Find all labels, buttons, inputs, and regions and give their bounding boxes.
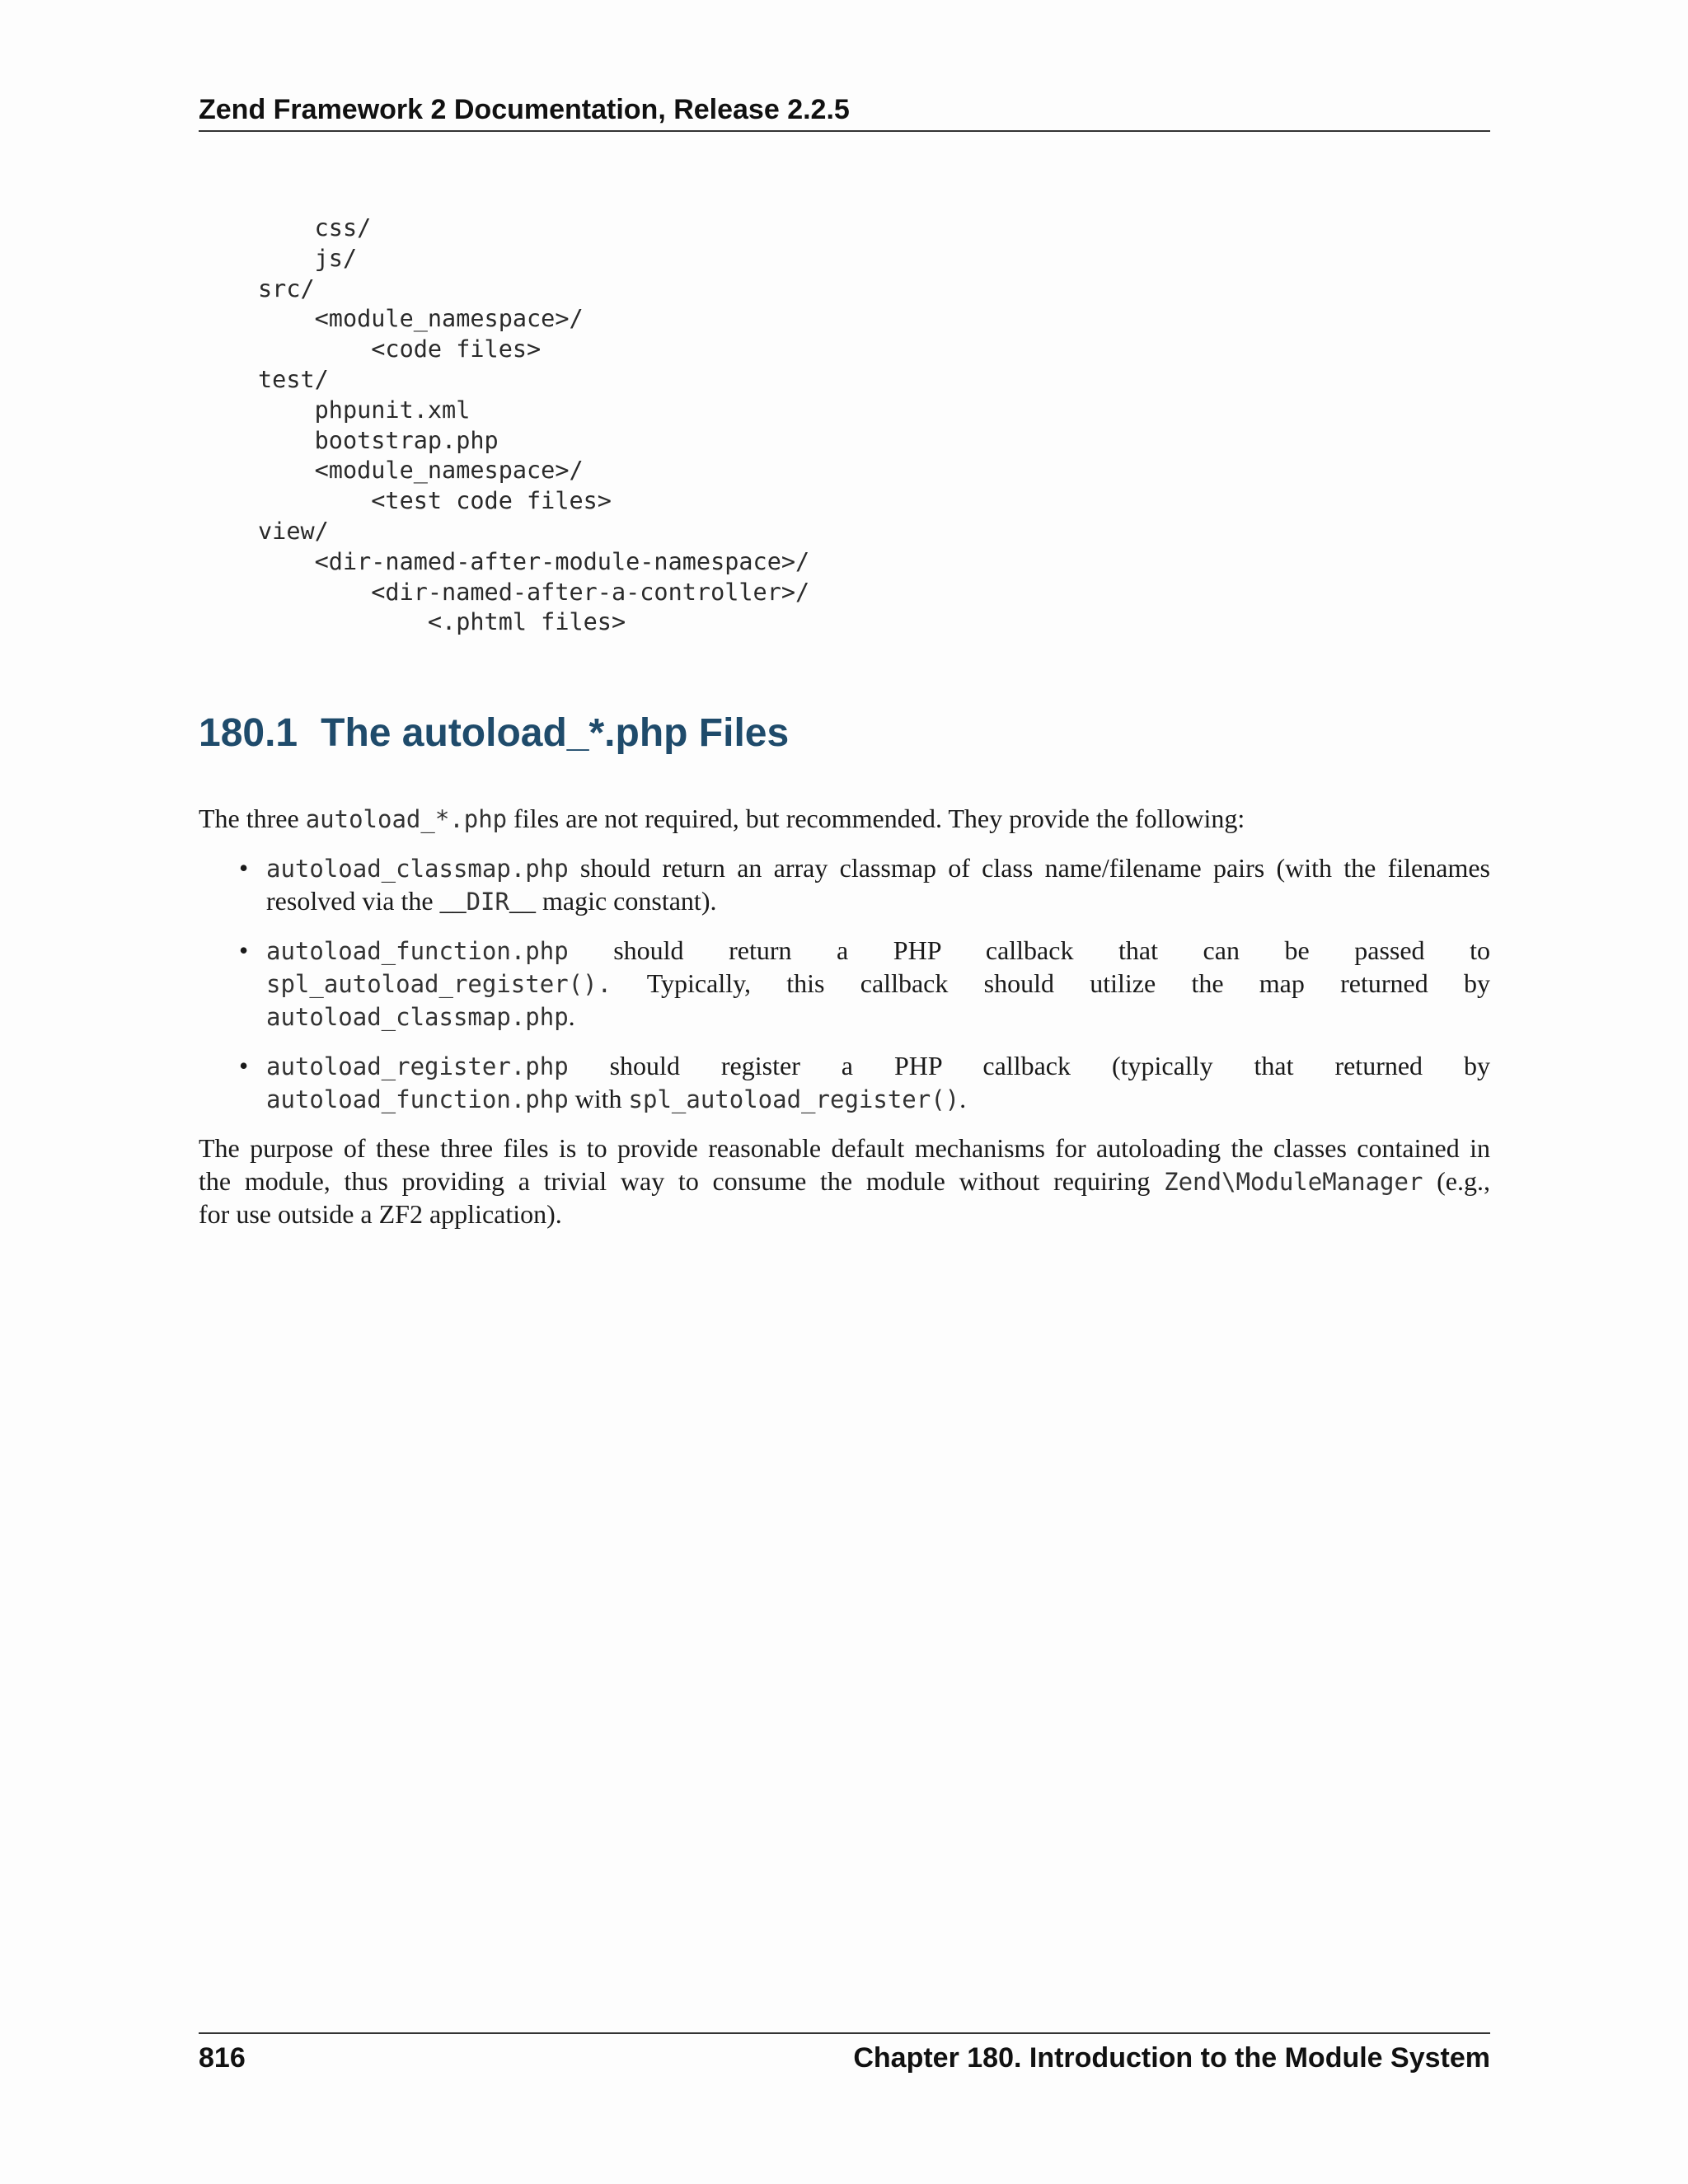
intro-text: The three: [199, 804, 306, 833]
list-item-line: [266, 1082, 1490, 1116]
code-line: js/: [258, 244, 358, 272]
list-item-line: [266, 884, 1490, 918]
list-item-line: [266, 1000, 1490, 1033]
bullet-marker: •: [239, 935, 249, 965]
code-line: <test code files>: [258, 487, 612, 515]
bullet-marker: •: [239, 853, 249, 883]
code-line: <module_namespace>/: [258, 305, 584, 333]
inline-code: autoload_function.php: [266, 937, 569, 965]
code-line: <dir-named-after-module-namespace>/: [258, 547, 810, 575]
code-line: view/: [258, 517, 329, 545]
closing-line: [199, 1165, 1490, 1198]
inline-code: autoload_classmap.php: [266, 855, 569, 883]
footer-divider: [199, 2032, 1490, 2034]
bullet-marker: •: [239, 1051, 249, 1080]
section-title-text: The autoload_*.php Files: [321, 711, 790, 755]
closing-line: The purpose of these three files is to provide reasonable default mechanisms for autoloading the classes contained in: [199, 1133, 1490, 1163]
list-item-text: should return a PHP callback that can be passed to: [568, 935, 1490, 965]
running-header: Zend Framework 2 Documentation, Release 2.2.5: [199, 92, 1490, 132]
intro-text: files are not required, but recommended. They provide the following:: [507, 804, 1245, 833]
inline-code: autoload_function.php: [266, 1085, 569, 1113]
list-item-line: [266, 1049, 1490, 1083]
closing-text: (e.g.,: [1423, 1166, 1491, 1196]
code-line: <code files>: [258, 335, 542, 363]
inline-code: autoload_classmap.php: [266, 1003, 569, 1031]
inline-code: DIR: [466, 888, 509, 916]
intro-paragraph: [199, 802, 1490, 836]
list-item-line: [266, 967, 1490, 1001]
code-line: src/: [258, 274, 315, 302]
list-item-text: Typically, this callback should utilize the map returned by: [612, 968, 1490, 998]
section-heading: [199, 707, 789, 760]
chapter-title: Chapter 180. Introduction to the Module System: [853, 2042, 1490, 2074]
list-item-text: .: [568, 1001, 575, 1031]
closing-line: for use outside a ZF2 application).: [199, 1199, 562, 1229]
code-line: <dir-named-after-a-controller>/: [258, 578, 810, 606]
code-line: test/: [258, 365, 329, 393]
code-line: <module_namespace>/: [258, 457, 584, 485]
list-item-text: with: [568, 1084, 629, 1113]
list-item-text: resolved via the __: [266, 886, 467, 916]
inline-code: spl_autoload_register().: [266, 970, 612, 998]
section-number: 180.1: [199, 711, 298, 755]
code-line: phpunit.xml: [258, 396, 471, 424]
code-line: <.phtml files>: [258, 608, 626, 636]
inline-code: autoload_register.php: [266, 1052, 569, 1080]
code-line: bootstrap.php: [258, 426, 499, 454]
inline-code: spl_autoload_register(): [628, 1085, 960, 1113]
list-item-text: should return an array classmap of class name/filename pairs (with the filenames: [568, 853, 1490, 883]
code-line: css/: [258, 214, 372, 241]
page-number: 816: [199, 2042, 246, 2074]
list-item-line: [266, 934, 1490, 968]
closing-text: the module, thus providing a trivial way to consume the module without requiring: [199, 1166, 1165, 1196]
inline-code: Zend\ModuleManager: [1164, 1168, 1423, 1196]
list-item-line: [266, 851, 1490, 885]
directory-tree-code-block: [258, 213, 809, 638]
list-item-text: __ magic constant).: [509, 886, 717, 916]
inline-code: autoload_*.php: [305, 805, 508, 833]
list-item-text: .: [959, 1084, 967, 1113]
list-item-text: should register a PHP callback (typically that returned by: [568, 1051, 1490, 1080]
